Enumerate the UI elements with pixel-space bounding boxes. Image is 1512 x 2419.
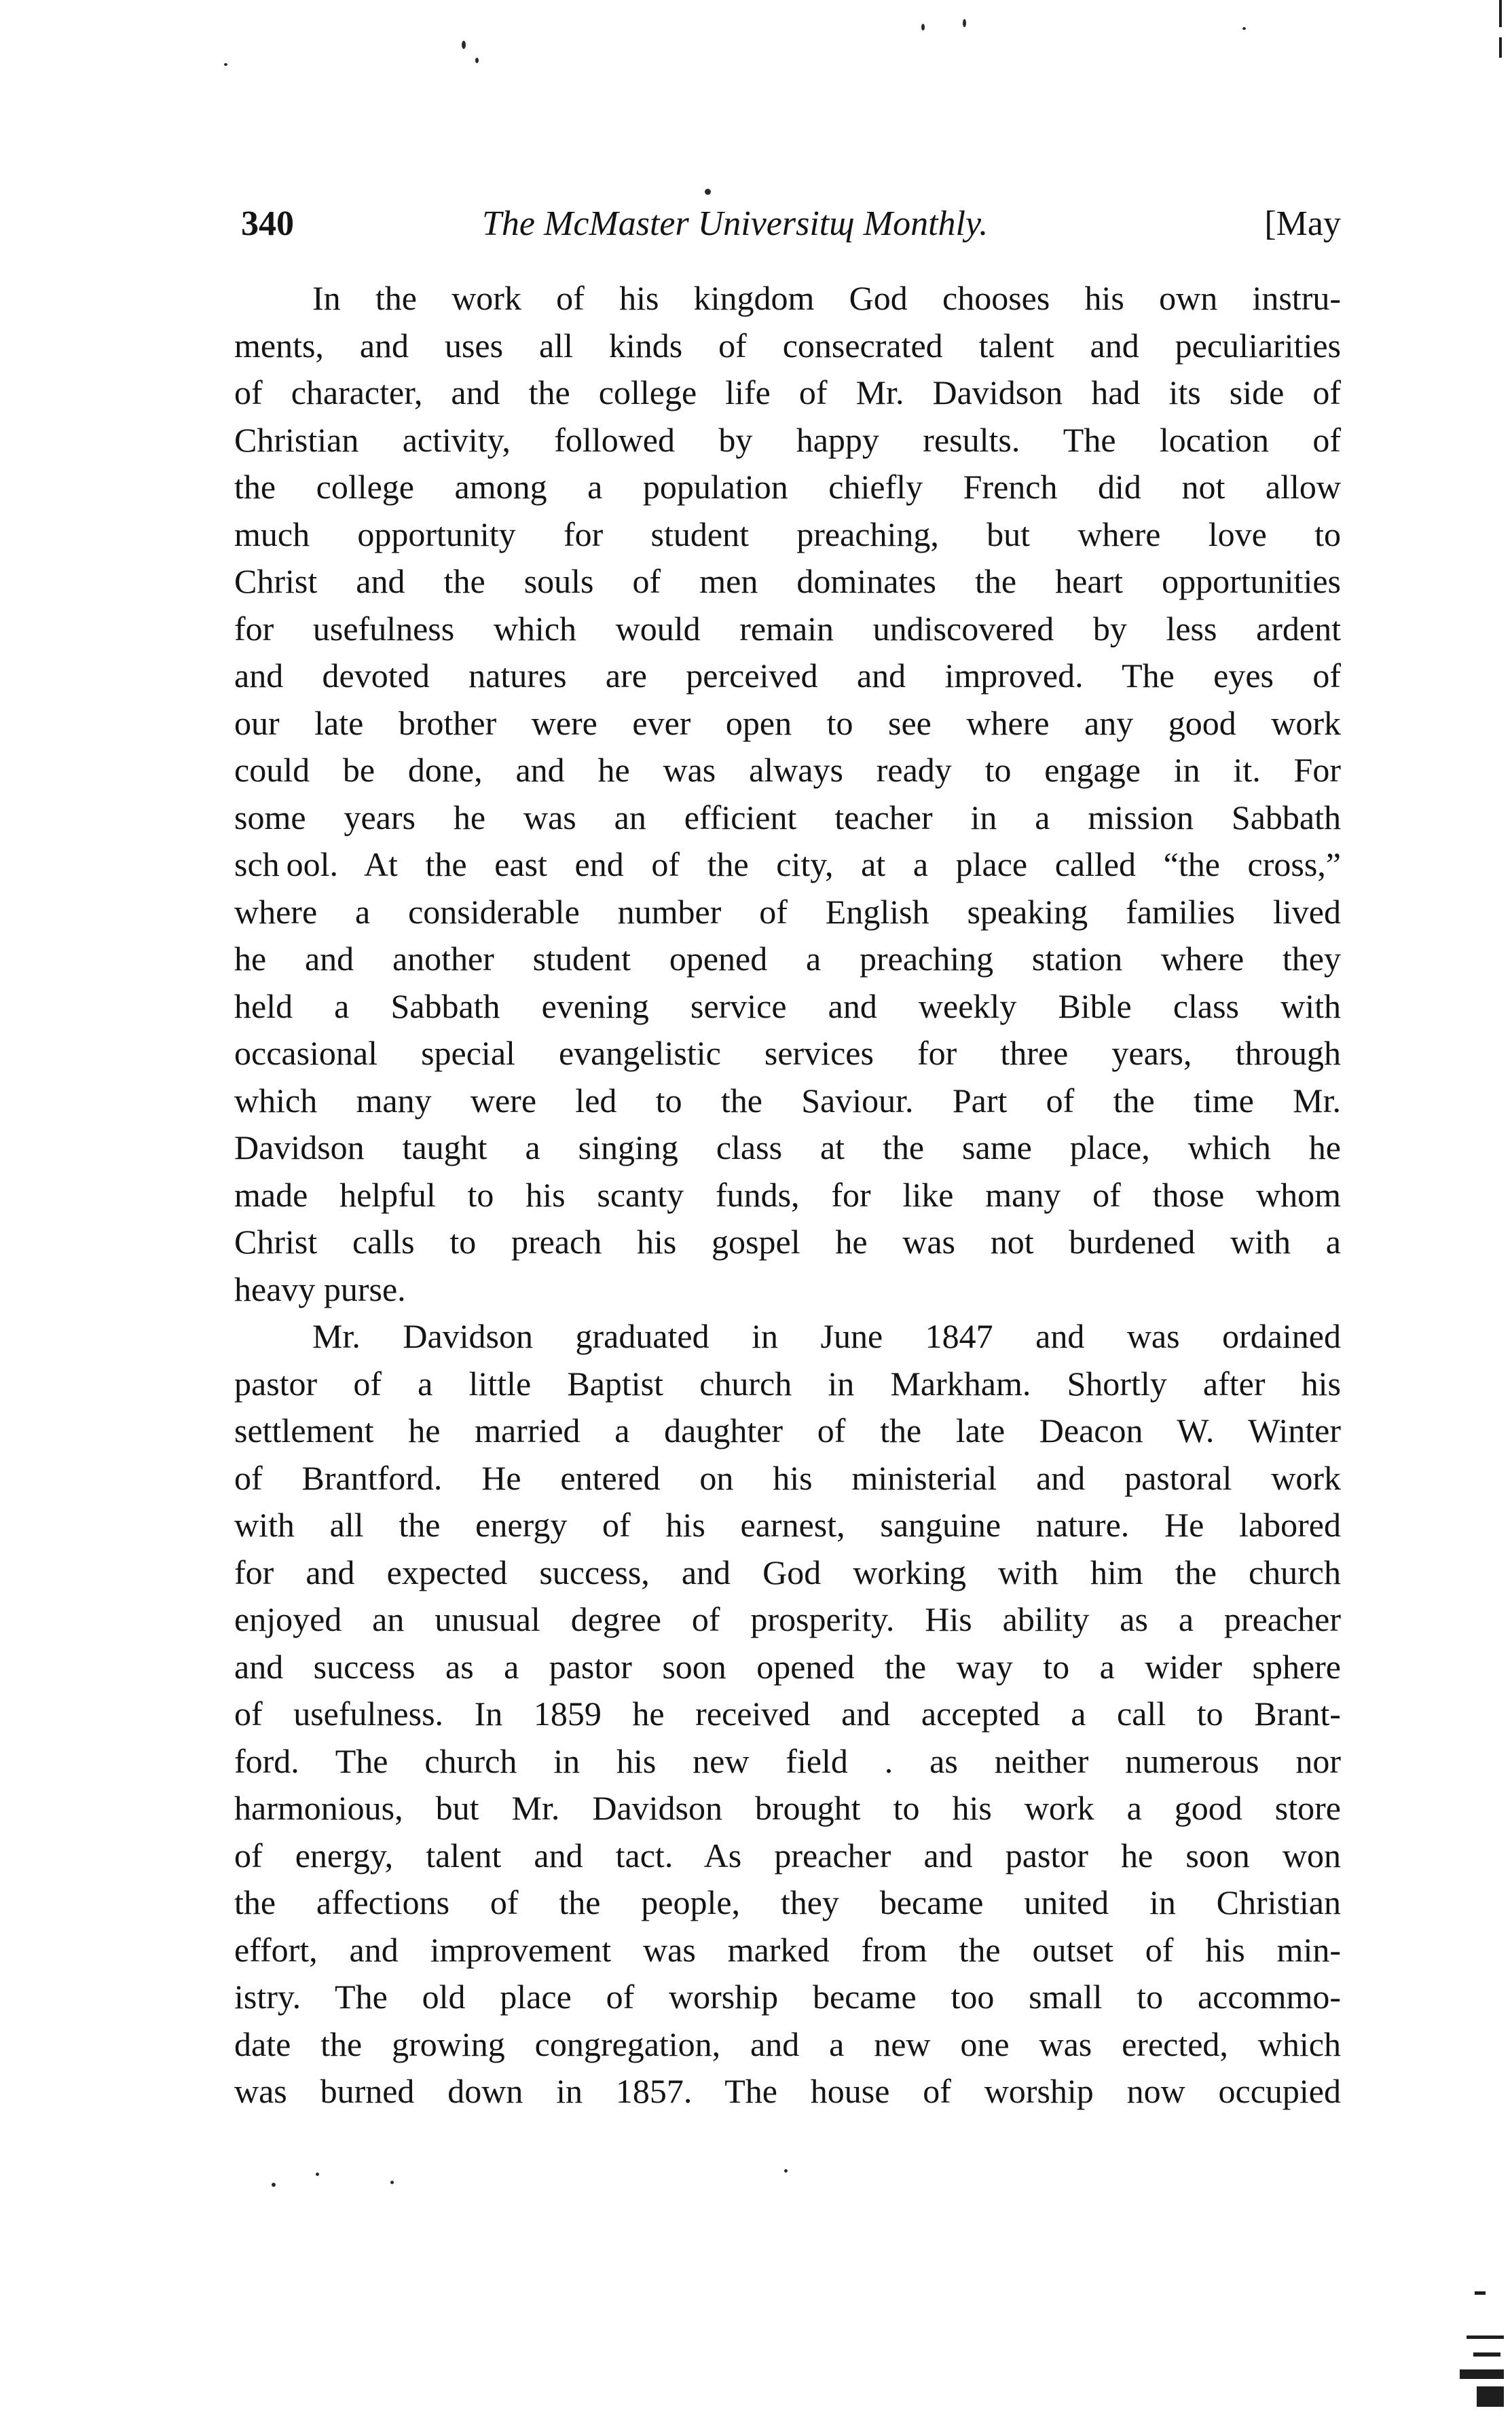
scan-speck <box>462 41 466 49</box>
scan-edge-mark <box>1473 2352 1500 2357</box>
text-line: held a Sabbath evening service and weekly Bible class with <box>234 986 1341 1025</box>
text-line: which many were led to the Saviour. Part of the time Mr. <box>234 1081 1341 1120</box>
scan-speck <box>390 2181 394 2184</box>
text-line: pastor of a little Baptist church in Markham. Shortly after his <box>234 1364 1341 1403</box>
text-line: made helpful to his scanty funds, for like many of those whom <box>234 1175 1341 1214</box>
scan-speck <box>963 19 966 27</box>
scan-edge-mark <box>1467 2335 1504 2339</box>
scan-edge-mark <box>1499 0 1502 27</box>
scan-edge-mark <box>1475 2291 1486 2295</box>
text-line: Christian activity, followed by happy results. The location of <box>234 420 1341 459</box>
text-line: the affections of the people, they became united in Christian <box>234 1883 1341 1921</box>
text-line: some years he was an efficient teacher in a mission Sabbath <box>234 798 1341 836</box>
scan-speck <box>224 63 227 66</box>
text-line: of character, and the college life of Mr. Davidson had its side of <box>234 373 1341 411</box>
text-line: he and another student opened a preaching station where they <box>234 940 1341 978</box>
text-line: and devoted natures are perceived and improved. The eyes of <box>234 657 1341 695</box>
text-line: of energy, talent and tact. As preacher and pastor he soon won <box>234 1836 1341 1875</box>
text-line: Mr. Davidson graduated in June 1847 and was ordained <box>312 1317 1341 1355</box>
text-line: date the growing congregation, and a new one was erected, which <box>234 2025 1341 2063</box>
text-line: our late brother were ever open to see where any good work <box>234 703 1341 742</box>
text-line: Davidson taught a singing class at the same place, which he <box>234 1128 1341 1166</box>
scan-speck <box>316 2173 319 2176</box>
text-line: and success as a pastor soon opened the way to a wider sphere <box>234 1647 1341 1686</box>
text-line: where a considerable number of English speaking families lived <box>234 892 1341 931</box>
text-line: sch ool. At the east end of the city, at a place called “the cross,” <box>234 845 1341 883</box>
issue-month: [May <box>1264 204 1341 243</box>
text-line: could be done, and he was always ready to engage in it. For <box>234 751 1341 789</box>
page-number: 340 <box>241 204 294 243</box>
scan-speck <box>272 2183 276 2187</box>
article-body <box>234 275 1341 2116</box>
text-line: of Brantford. He entered on his ministerial and pastoral work <box>234 1458 1341 1497</box>
text-line: Christ and the souls of men dominates the heart opportunities <box>234 562 1341 600</box>
text-line: with all the energy of his earnest, sanguine nature. He labored <box>234 1506 1341 1544</box>
text-line: for and expected success, and God working with him the church <box>234 1553 1341 1591</box>
scan-edge-mark <box>1460 2369 1504 2379</box>
text-line: settlement he married a daughter of the late Deacon W. Winter <box>234 1411 1341 1449</box>
text-line: was burned down in 1857. The house of worship now occupied <box>234 2072 1341 2110</box>
scan-speck <box>1242 27 1246 30</box>
running-header <box>241 197 1341 251</box>
text-line: enjoyed an unusual degree of prosperity. His ability as a preacher <box>234 1600 1341 1638</box>
journal-title: The McMaster Universitɰ Monthly. <box>482 204 989 243</box>
text-line: harmonious, but Mr. Davidson brought to his work a good store <box>234 1789 1341 1827</box>
scan-edge-mark <box>1499 37 1502 58</box>
text-line: of usefulness. In 1859 he received and accepted a call to Brant- <box>234 1695 1341 1733</box>
scan-speck <box>475 58 479 63</box>
scan-speck <box>921 24 925 31</box>
text-line: effort, and improvement was marked from the outset of his min- <box>234 1930 1341 1969</box>
text-line: occasional special evangelistic services for three years, through <box>234 1034 1341 1072</box>
text-line: for usefulness which would remain undiscovered by less ardent <box>234 609 1341 648</box>
text-line: Christ calls to preach his gospel he was not burdened with a <box>234 1223 1341 1261</box>
scan-speck <box>705 189 711 195</box>
text-line: ford. The church in his new field . as neither numerous nor <box>234 1741 1341 1780</box>
text-line: In the work of his kingdom God chooses his own instru- <box>312 279 1341 317</box>
text-line: the college among a population chiefly French did not allow <box>234 468 1341 506</box>
text-line: heavy purse. <box>234 1270 406 1308</box>
text-line: much opportunity for student preaching, but where love to <box>234 515 1341 553</box>
scan-edge-mark <box>1477 2386 1504 2407</box>
text-line: ments, and uses all kinds of consecrated talent and peculiarities <box>234 326 1341 365</box>
text-line: istry. The old place of worship became too small to accommo- <box>234 1978 1341 2016</box>
scan-speck <box>784 2169 788 2173</box>
